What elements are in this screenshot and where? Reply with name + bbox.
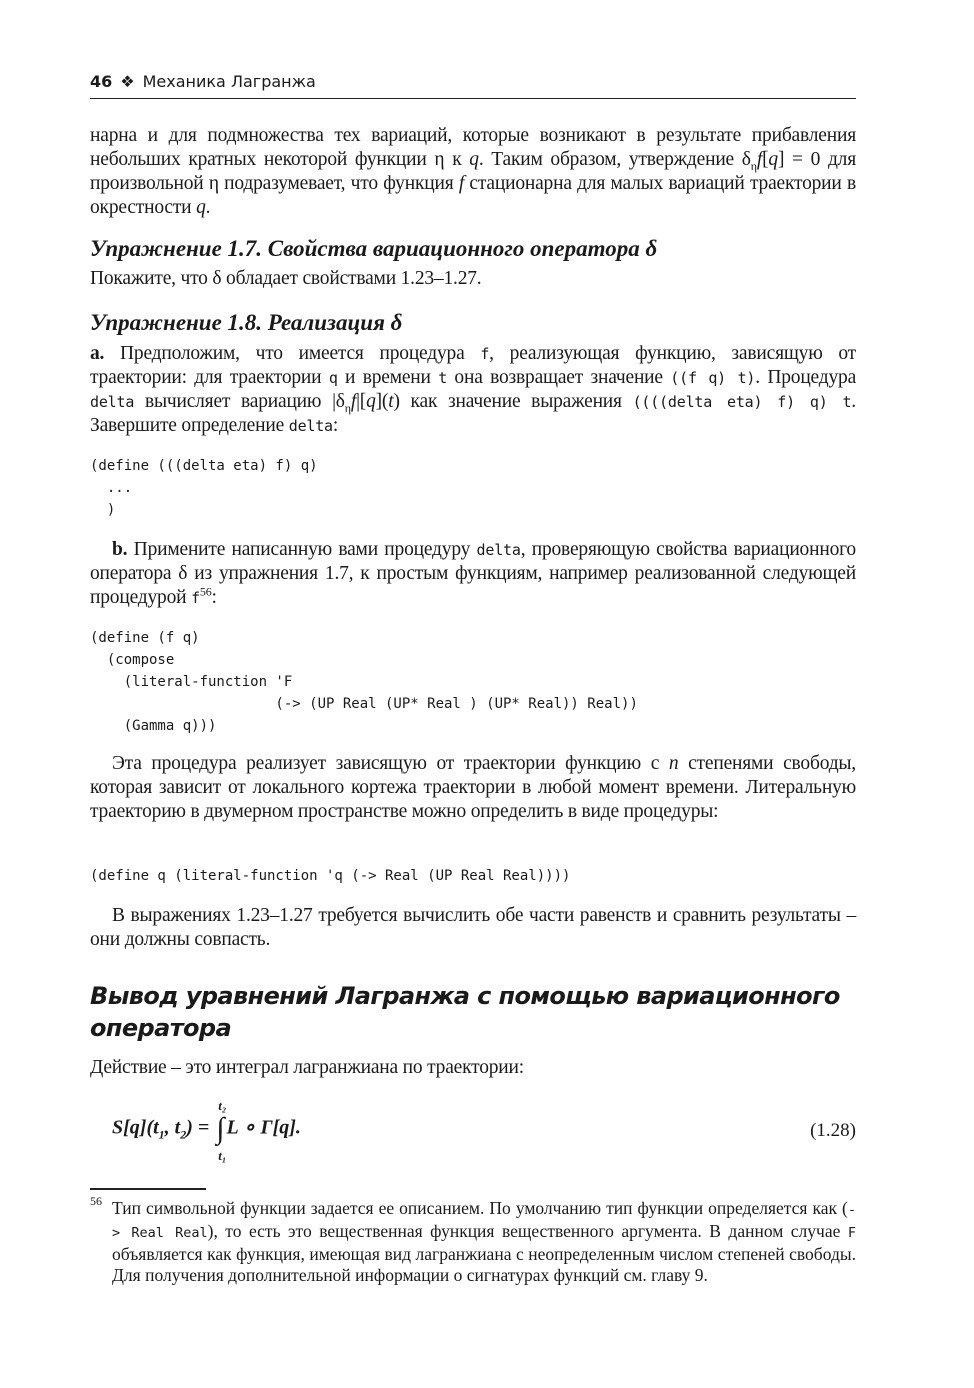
equation-number: (1.28) (810, 1120, 856, 1141)
text-run: . (205, 197, 211, 218)
text-run: степенями свободы, которая зависит от локального кортежа траектории в любой момент времени. Литеральную траекторию в двумерном пространстве можно определить в виде процедуры: (90, 753, 856, 822)
equation-mid: , t (164, 1116, 181, 1139)
footnote-56 (90, 1194, 856, 1286)
italic-math: f (350, 391, 357, 412)
subscript: η (344, 400, 351, 415)
footnote-divider (90, 1188, 206, 1190)
code-block-f: (define (f q) (compose (literal-function 'F (-> (UP Real (UP* Real ) (UP* Real)) Real)) (Gamma q))) (90, 630, 638, 734)
italic-math: q (768, 149, 778, 170)
italic-math: q (366, 391, 376, 412)
footnote-ref: 56 (199, 584, 212, 599)
running-title: Механика Лагранжа (142, 72, 316, 91)
equation-rhs: L ∘ Γ[q]. (226, 1116, 301, 1139)
inline-code: t (438, 369, 448, 387)
paragraph-part-a (90, 342, 856, 438)
paragraph-procedure (90, 752, 856, 824)
equation-body (112, 1098, 301, 1163)
exercise-1-7-heading: Упражнение 1.7. Свойства вариационного оператора δ (90, 236, 658, 261)
text-run: Предположим, что имеется процедура (104, 343, 481, 364)
inline-code: ((f q) t) (670, 369, 756, 387)
exercise-1-8-heading: Упражнение 1.8. Реализация δ (90, 310, 403, 335)
ornament-icon: ❖ (120, 72, 135, 91)
integral-symbol: ∫ (216, 1112, 225, 1145)
text-run: нарна и для подмножества тех вариаций, которые возникают в результате прибавления небольших кратных некоторой функции η к (90, 125, 856, 170)
text-run: ]( (375, 391, 389, 412)
footnote-text (90, 1198, 856, 1286)
text-run: ), то есть это вещественная функция вещественного аргумента. В данном случае (207, 1221, 848, 1241)
text-run: Тип символьной функции задается ее описанием. По умолчанию тип функции определяется как ( (112, 1198, 848, 1218)
text-run: Эта процедура реализует зависящую от траектории функцию с (112, 753, 669, 774)
text-run: , реализующая функцию, зависящую от траектории: для траектории (90, 343, 856, 388)
italic-math: q (469, 149, 479, 170)
italic-math: f (458, 173, 465, 194)
text-run: , проверяющую свойства вариационного оператора δ из упражнения 1.7, к простым функциям, например реализованной следующей процедурой (90, 539, 856, 608)
integral-sign (216, 1098, 227, 1163)
inline-code: delta (288, 417, 333, 435)
text-run: : (332, 415, 339, 436)
inline-code: f (191, 589, 200, 607)
code-block-q: (define q (literal-function 'q (-> Real (UP Real Real)))) (90, 868, 571, 884)
inline-code: -> Real Real (112, 1202, 856, 1241)
text-run: . Таким образом, утверждение δ (478, 149, 751, 170)
page-number: 46 (90, 72, 113, 91)
inline-code: q (328, 369, 338, 387)
footnote-mark: 56 (90, 1194, 102, 1208)
italic-math: f (756, 149, 763, 170)
inline-code: delta (476, 541, 521, 559)
text-run: она возвращает значение (447, 367, 671, 388)
text-run: . Процедура (755, 367, 857, 388)
italic-math: t (388, 391, 394, 412)
text-run: : (211, 587, 217, 608)
text-run: |[ (356, 391, 367, 412)
italic-math: q (196, 197, 206, 218)
exercise-1-7-body (90, 267, 856, 291)
equation-lhs: S[q](t (112, 1116, 159, 1139)
text-run: вычисляет вариацию |δ (134, 391, 345, 412)
bold-label: a. (90, 343, 105, 364)
text-run: Примените написанную вами процедуру (127, 539, 477, 560)
italic-math: n (668, 753, 679, 774)
code-block-delta: (define (((delta eta) f) q) ... ) (90, 458, 318, 518)
text-run: Действие – это интеграл лагранжиана по траектории: (90, 1057, 524, 1078)
equation-1-28 (90, 1098, 856, 1163)
inline-code: ((((delta eta) f) q) t (632, 393, 852, 411)
equation-eqsign: ) = (186, 1116, 215, 1139)
text-run: и времени (337, 367, 439, 388)
subscript: η (750, 158, 757, 173)
equation-sub2: 2 (180, 1127, 187, 1142)
text-run: ) как значение выражения (393, 391, 633, 412)
paragraph-intro (90, 124, 856, 220)
bold-label: b. (112, 539, 128, 560)
text-run: В выражениях 1.23–1.27 требуется вычислить обе части равенств и сравнить результаты – они должны совпасть. (90, 905, 856, 950)
running-header (90, 72, 856, 99)
text-run: . Завершите определение (90, 391, 856, 436)
section-heading: Вывод уравнений Лагранжа с помощью вариационного оператора (90, 982, 840, 1042)
text-run: [ (762, 149, 769, 170)
text-run: ] = 0 для произвольной η подразумевает, что функция (90, 149, 856, 194)
integral-upper-limit: t₂ (218, 1098, 227, 1113)
integral-lower-limit: t₁ (218, 1148, 227, 1163)
text-run: стационарна для малых вариаций траектории в окрестности (90, 173, 856, 218)
inline-code: delta (90, 393, 135, 411)
inline-code: F (847, 1225, 856, 1241)
text-run: Покажите, что δ обладает свойствами 1.23–1.27. (90, 268, 482, 289)
paragraph-action (90, 1056, 856, 1080)
inline-code: f (480, 345, 490, 363)
text-run: объявляется как функция, имеющая вид лагранжиана с неопределенным числом степеней свободы. Для получения дополнительной информации о сигнатурах функций см. главу 9. (112, 1244, 856, 1285)
equation-sub1: 1 (158, 1127, 165, 1142)
paragraph-compare (90, 904, 856, 952)
paragraph-part-b (90, 538, 856, 610)
